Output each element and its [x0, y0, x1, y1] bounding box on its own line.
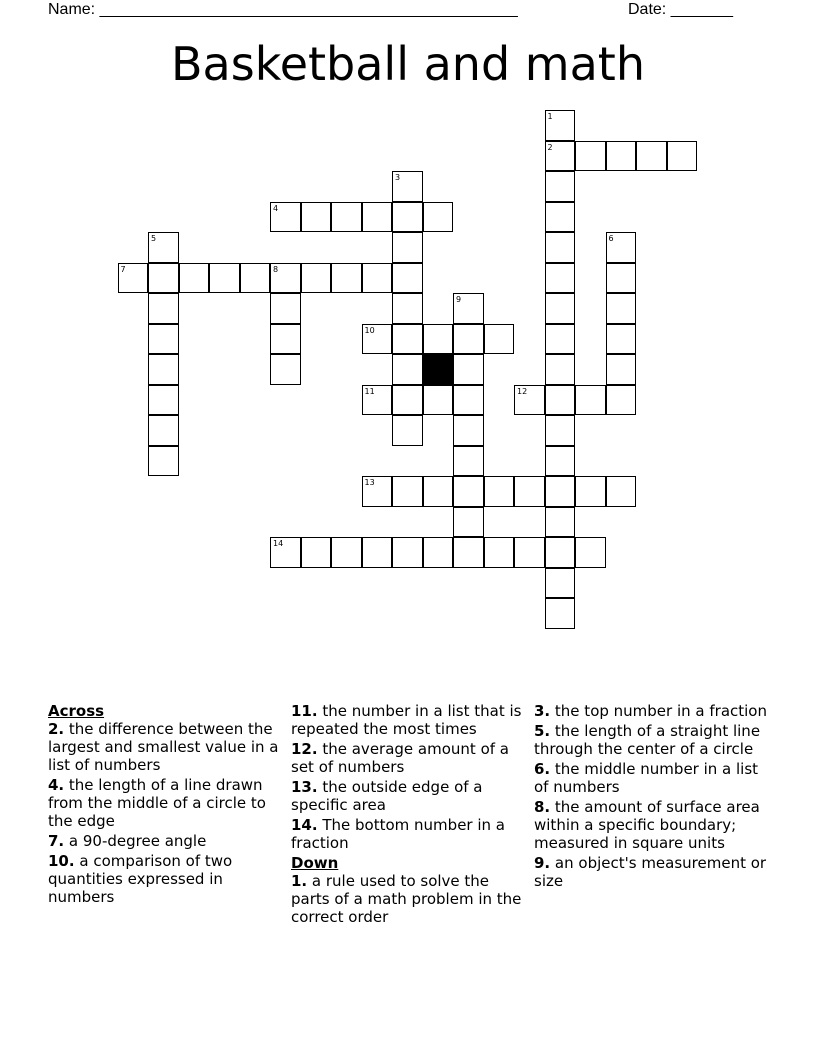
grid-cell[interactable]	[636, 141, 667, 172]
down-heading: Down	[291, 854, 339, 872]
clue-number: 10.	[48, 852, 75, 870]
grid-cell[interactable]	[270, 537, 301, 568]
grid-cell[interactable]	[148, 324, 179, 355]
grid-cell[interactable]	[453, 537, 484, 568]
grid-cell[interactable]	[545, 141, 576, 172]
clue-across-12	[291, 740, 527, 776]
grid-cell[interactable]	[545, 476, 576, 507]
clue-down-1	[291, 872, 527, 926]
grid-cell[interactable]	[545, 568, 576, 599]
clues-column-2	[291, 702, 527, 928]
grid-cell[interactable]	[484, 476, 515, 507]
clue-across-14	[291, 816, 527, 852]
grid-cell[interactable]	[606, 354, 637, 385]
grid-cell[interactable]	[301, 537, 332, 568]
clue-number: 4.	[48, 776, 65, 794]
grid-cell[interactable]	[362, 202, 393, 233]
grid-cell[interactable]	[545, 507, 576, 538]
grid-cell[interactable]	[606, 324, 637, 355]
grid-cell[interactable]	[453, 324, 484, 355]
grid-cell[interactable]	[270, 324, 301, 355]
cell-number: 14	[273, 539, 284, 548]
grid-cell[interactable]	[453, 415, 484, 446]
grid-cell[interactable]	[453, 293, 484, 324]
cell-number: 1	[547, 112, 553, 121]
clue-text: the average amount of a set of numbers	[291, 740, 509, 776]
clue-down-8	[534, 798, 770, 852]
grid-cell[interactable]	[331, 537, 362, 568]
cell-number: 4	[273, 203, 279, 213]
grid-cell[interactable]	[392, 476, 423, 507]
clue-number: 6.	[534, 760, 551, 778]
grid-cell[interactable]	[606, 476, 637, 507]
clue-number: 3.	[534, 702, 551, 720]
cell-number: 10	[364, 325, 375, 335]
cell-number: 3	[395, 173, 401, 182]
grid-cell[interactable]	[331, 263, 362, 294]
cell-number: 9	[456, 295, 462, 304]
grid-cell[interactable]	[148, 232, 179, 263]
cell-number: 8	[273, 264, 279, 274]
grid-cell[interactable]	[362, 476, 393, 507]
grid-cell[interactable]	[392, 293, 423, 324]
clue-number: 13.	[291, 778, 318, 796]
clue-number: 5.	[534, 722, 551, 740]
grid-cell[interactable]	[545, 446, 576, 477]
grid-cell[interactable]	[545, 232, 576, 263]
grid-cell[interactable]	[453, 507, 484, 538]
grid-cell[interactable]	[392, 232, 423, 263]
across-heading: Across	[48, 702, 105, 720]
grid-cell[interactable]	[606, 232, 637, 263]
date-field-label[interactable]: Date: _______	[628, 1, 733, 18]
clue-across-11	[291, 702, 527, 738]
clue-down-6	[534, 760, 770, 796]
grid-cell[interactable]	[270, 293, 301, 324]
grid-cell[interactable]	[118, 263, 149, 294]
clue-number: 7.	[48, 832, 65, 850]
clue-down-5	[534, 722, 770, 758]
grid-cell[interactable]	[362, 263, 393, 294]
grid-cell[interactable]	[453, 476, 484, 507]
clue-text: a rule used to solve the parts of a math problem in the correct order	[291, 872, 522, 926]
grid-cell[interactable]	[148, 263, 179, 294]
grid-cell[interactable]	[392, 324, 423, 355]
grid-cell[interactable]	[545, 537, 576, 568]
grid-cell[interactable]	[575, 385, 606, 416]
grid-cell[interactable]	[606, 141, 637, 172]
grid-cell[interactable]	[362, 324, 393, 355]
grid-cell[interactable]	[148, 354, 179, 385]
grid-cell[interactable]	[575, 476, 606, 507]
grid-cell[interactable]	[484, 537, 515, 568]
cell-number: 13	[364, 478, 375, 487]
grid-cell[interactable]	[362, 385, 393, 416]
grid-cell[interactable]	[240, 263, 271, 294]
grid-cell[interactable]	[423, 476, 454, 507]
blocked-cell	[423, 354, 454, 385]
grid-cell[interactable]	[545, 110, 576, 141]
clue-text: an object's measurement or size	[534, 854, 767, 890]
cell-number: 12	[517, 386, 528, 396]
grid-cell[interactable]	[423, 324, 454, 355]
cell-number: 7	[120, 264, 126, 274]
grid-cell[interactable]	[392, 415, 423, 446]
clue-number: 11.	[291, 702, 318, 720]
clue-down-9	[534, 854, 770, 890]
grid-cell[interactable]	[453, 446, 484, 477]
grid-cell[interactable]	[484, 324, 515, 355]
grid-cell[interactable]	[423, 202, 454, 233]
grid-cell[interactable]	[392, 354, 423, 385]
clue-number: 14.	[291, 816, 318, 834]
grid-cell[interactable]	[209, 263, 240, 294]
clue-number: 2.	[48, 720, 65, 738]
clue-across-4	[48, 776, 284, 830]
clue-number: 1.	[291, 872, 308, 890]
cell-number: 2	[547, 142, 553, 152]
grid-cell[interactable]	[545, 202, 576, 233]
clue-number: 12.	[291, 740, 318, 758]
grid-cell[interactable]	[545, 263, 576, 294]
clues-column-3	[534, 702, 770, 892]
grid-cell[interactable]	[545, 324, 576, 355]
grid-cell[interactable]	[423, 537, 454, 568]
grid-cell[interactable]	[392, 171, 423, 202]
grid-cell[interactable]	[545, 171, 576, 202]
grid-cell[interactable]	[453, 385, 484, 416]
cell-number: 11	[364, 386, 375, 396]
cell-number: 5	[151, 234, 157, 243]
grid-cell[interactable]	[667, 141, 698, 172]
clue-across-10	[48, 852, 284, 906]
grid-cell[interactable]	[514, 537, 545, 568]
grid-cell[interactable]	[423, 385, 454, 416]
clue-text: the number in a list that is repeated the most times	[291, 702, 522, 738]
grid-cell[interactable]	[148, 385, 179, 416]
grid-cell[interactable]	[545, 598, 576, 629]
grid-cell[interactable]	[392, 385, 423, 416]
clues-column-1	[48, 702, 284, 908]
clue-across-7	[48, 832, 284, 850]
grid-cell[interactable]	[270, 263, 301, 294]
grid-cell[interactable]	[514, 385, 545, 416]
clue-down-3	[534, 702, 770, 720]
name-field-label[interactable]: Name: _______________________________________________	[48, 1, 518, 18]
clue-text: the amount of surface area within a specific boundary; measured in square units	[534, 798, 760, 852]
clues-section	[48, 702, 778, 962]
grid-cell[interactable]	[301, 202, 332, 233]
grid-cell[interactable]	[270, 202, 301, 233]
clue-across-2	[48, 720, 284, 774]
grid-cell[interactable]	[148, 293, 179, 324]
grid-cell[interactable]	[453, 354, 484, 385]
grid-cell[interactable]	[575, 537, 606, 568]
grid-cell[interactable]	[545, 354, 576, 385]
grid-cell[interactable]	[331, 202, 362, 233]
grid-cell[interactable]	[545, 293, 576, 324]
grid-cell[interactable]	[301, 263, 332, 294]
grid-cell[interactable]	[606, 293, 637, 324]
clue-text: The bottom number in a fraction	[291, 816, 505, 852]
grid-cell[interactable]	[179, 263, 210, 294]
clue-number: 8.	[534, 798, 551, 816]
grid-cell[interactable]	[148, 446, 179, 477]
clue-text: the outside edge of a specific area	[291, 778, 483, 814]
grid-cell[interactable]	[392, 263, 423, 294]
clue-text: a 90-degree angle	[68, 832, 207, 850]
grid-cell[interactable]	[270, 354, 301, 385]
cell-number: 6	[608, 234, 614, 243]
clue-number: 9.	[534, 854, 551, 872]
clue-text: the top number in a fraction	[554, 702, 767, 720]
page-title: Basketball and math	[171, 37, 645, 91]
grid-cell[interactable]	[392, 537, 423, 568]
clue-text: the middle number in a list of numbers	[534, 760, 759, 796]
grid-cell[interactable]	[606, 263, 637, 294]
clue-text: the length of a straight line through the center of a circle	[534, 722, 761, 758]
clue-text: the difference between the largest and smallest value in a list of numbers	[48, 720, 279, 774]
grid-cell[interactable]	[545, 415, 576, 446]
grid-cell[interactable]	[545, 385, 576, 416]
grid-cell[interactable]	[514, 476, 545, 507]
grid-cell[interactable]	[575, 141, 606, 172]
clue-text: a comparison of two quantities expressed in numbers	[48, 852, 233, 906]
grid-cell[interactable]	[392, 202, 423, 233]
grid-cell[interactable]	[606, 385, 637, 416]
grid-cell[interactable]	[148, 415, 179, 446]
grid-cell[interactable]	[362, 537, 393, 568]
clue-across-13	[291, 778, 527, 814]
clue-text: the length of a line drawn from the middle of a circle to the edge	[48, 776, 266, 830]
